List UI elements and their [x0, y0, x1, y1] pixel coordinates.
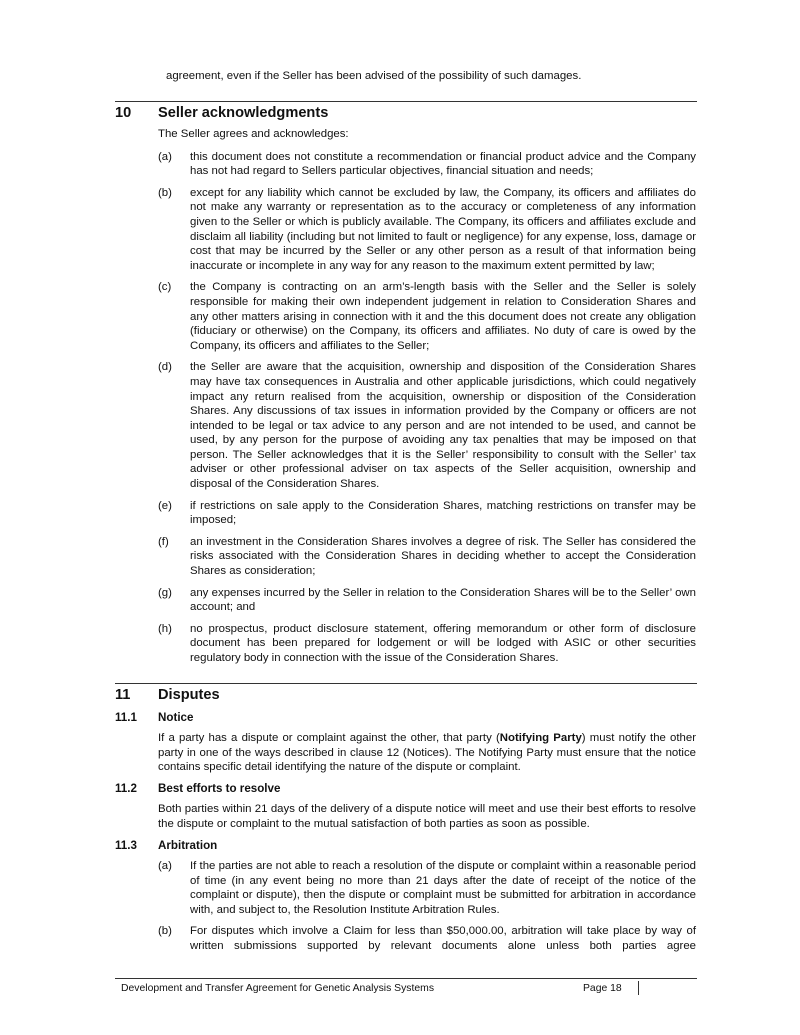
clause-text	[158, 731, 696, 775]
item-label: (a)	[158, 860, 172, 872]
continuation-text: agreement, even if the Seller has been advised of the possibility of such damages.	[166, 70, 582, 82]
item-label: (b)	[158, 925, 172, 938]
item-text: if restrictions on sale apply to the Consideration Shares, matching restrictions on transfer may be imposed;	[190, 499, 696, 527]
list-item	[158, 586, 696, 615]
list-item	[158, 622, 696, 666]
list-item	[158, 186, 696, 274]
clause-number: 11.3	[115, 839, 137, 852]
item-text: If the parties are not able to reach a resolution of the dispute or complaint within a reasonable period of time (in any event being no more than 21 days after the date of receipt of the notice of the complaint or dispute), then the dispute or complaint must be submitted for arbitration in accordance with, and subject to, the Resolution Institute Arbitration Rules.	[190, 860, 696, 916]
item-label: (e)	[158, 499, 172, 512]
item-label: (a)	[158, 150, 172, 163]
item-text: no prospectus, product disclosure statement, offering memorandum or other form of disclosure document has been prepared for lodgement or will be lodged with ASIC or other securities regulatory body in connection with the issue of the Consideration Shares.	[190, 622, 696, 664]
section-10-body	[0, 127, 800, 666]
item-label: (d)	[158, 361, 172, 374]
section-title: Disputes	[158, 687, 220, 703]
item-label: (h)	[158, 622, 172, 635]
clause-11-1-heading	[115, 711, 193, 725]
clause-11-3-heading	[115, 839, 217, 853]
clause-title: Best efforts to resolve	[158, 782, 281, 795]
defined-term: Notifying Party	[499, 732, 582, 744]
footer-title: Development and Transfer Agreement for Genetic Analysis Systems	[121, 983, 435, 994]
section-11-heading	[115, 686, 220, 704]
list-item	[158, 859, 696, 917]
item-text: this document does not constitute a recommendation or financial product advice and the Company has not had regard to Sellers particular objectives, financial situation and needs;	[190, 150, 696, 178]
page-number: Page 18	[583, 983, 622, 994]
list-item	[158, 150, 696, 179]
clause-11-2-heading	[115, 782, 280, 796]
item-text: an investment in the Consideration Shares involves a degree of risk. The Seller has considered the risks associated with the Consideration Shares in deciding whether to accept the Consideration Shares as consideration;	[190, 535, 696, 578]
clause-number: 11.1	[115, 711, 137, 724]
clause-text-end: ) must notify the other party in one of the ways described in clause 12 (Notices). The Notifying Party must ensure that the notice contains specific detail identifying the nature of the dispute or complaint.	[158, 732, 696, 774]
section-divider	[115, 101, 697, 102]
section-number: 11	[115, 687, 131, 703]
clause-11-1-body	[0, 731, 800, 775]
clause-text: Both parties within 21 days of the delivery of a dispute notice will meet and use their best efforts to resolve the dispute or complaint to the mutual satisfaction of both parties as soon as possible.	[158, 803, 696, 830]
clause-11-3-body	[0, 859, 800, 954]
section-number: 10	[115, 105, 132, 121]
footer-separator	[638, 981, 639, 995]
clause-number: 11.2	[115, 782, 137, 795]
item-text: For disputes which involve a Claim for less than $50,000.00, arbitration will take place by way of written submissions supported by relevant documents alone unless both parties agree	[190, 925, 696, 952]
item-text: the Company is contracting on an arm’s-length basis with the Seller and the Seller is solely responsible for making their own independent judgement in relation to Consideration Shares and any other matters arising in connection with it and the this document does not create any obligation (fiduciary or otherwise) on the Company, its officers and affiliates. No duty of care is owed by the Company, its officers and affiliates to the Seller;	[190, 281, 696, 352]
list-item	[158, 499, 696, 528]
list-item	[158, 280, 696, 353]
clause-title: Arbitration	[158, 839, 218, 852]
clause-11-2-body	[0, 802, 800, 831]
clause-title: Notice	[158, 711, 194, 724]
list-item	[158, 535, 696, 579]
item-text: the Seller are aware that the acquisition, ownership and disposition of the Consideration Shares may have tax consequences in Australia and other applicable jurisdictions, which could negatively impact any return realised from the acquisition, ownership or disposition of the Consideration Shares. Any discussions of tax issues in information provided by the Company or officers are not intended to be legal or tax advice to any person and are not intended to be used, and cannot be used, by any person for the purpose of avoiding any tax penalties that may be imposed on that person. The Seller acknowledges that it is the Seller’ responsibility to consult with the Seller’ tax adviser or other professional adviser on tax aspects of the Seller acquisition, ownership and disposal of the Consideration Shares.	[190, 361, 696, 491]
section-title: Seller acknowledgments	[158, 105, 329, 121]
item-label: (b)	[158, 186, 172, 199]
item-label: (f)	[158, 535, 169, 548]
footer-divider	[115, 978, 697, 979]
section-divider	[115, 683, 697, 684]
list-item	[158, 924, 696, 953]
item-text: any expenses incurred by the Seller in relation to the Consideration Shares will be to the Seller’ own account; and	[190, 586, 696, 614]
item-label: (c)	[158, 281, 172, 294]
clause-text-start: If a party has a dispute or complaint against the other, that party (	[158, 732, 500, 744]
section-intro: The Seller agrees and acknowledges:	[158, 128, 349, 140]
list-item	[158, 360, 696, 491]
item-label: (g)	[158, 586, 172, 599]
item-text: except for any liability which cannot be excluded by law, the Company, its officers and affiliates do not make any warranty or representation as to the accuracy or completeness of any information given to the Seller or which is publicly available. The Company, its officers and affiliates exclude and disclaim all liability (including but not limited to fault or negligence) for any expense, loss, damage or cost that may be incurred by the Seller or any other person as a result of that information being inaccurate or incomplete in any way for any reason to the maximum extent permitted by law;	[190, 186, 696, 272]
section-10-heading	[115, 104, 328, 122]
